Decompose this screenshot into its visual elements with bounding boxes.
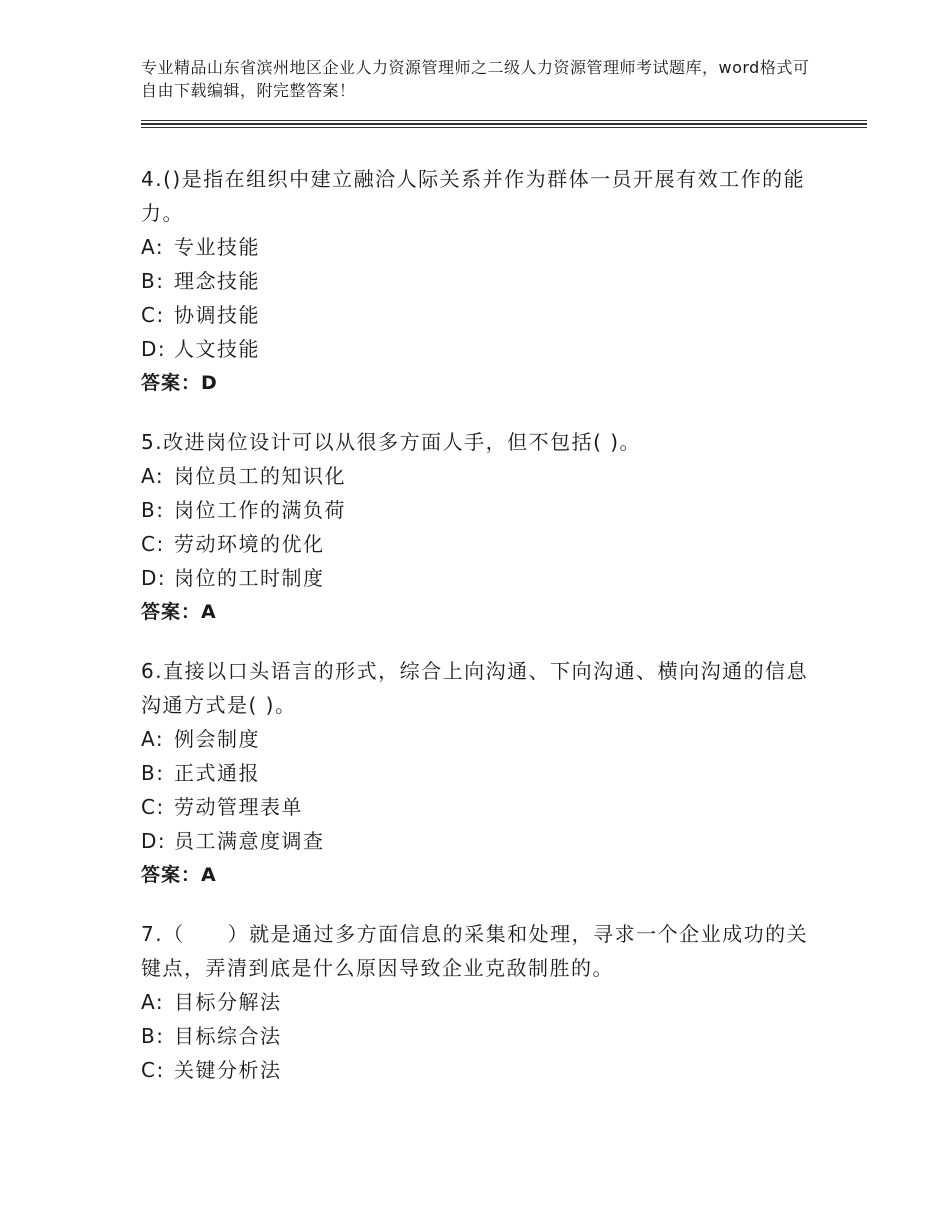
answer-line	[141, 595, 821, 629]
answer-value: D	[201, 372, 218, 394]
option-c	[141, 790, 821, 824]
header-divider-line	[141, 127, 867, 128]
answer-line	[141, 366, 821, 400]
option-a	[141, 230, 821, 264]
question-list	[141, 162, 821, 1112]
option-key: C:	[141, 532, 165, 556]
option-d	[141, 561, 821, 595]
option-b	[141, 493, 821, 527]
option-text: 员工满意度调查	[174, 829, 325, 853]
option-text: 岗位的工时制度	[174, 566, 325, 590]
question-text: 5.改进岗位设计可以从很多方面人手，但不包括( )。	[141, 430, 642, 454]
option-text: 理念技能	[174, 269, 260, 293]
option-text: 岗位工作的满负荷	[174, 498, 346, 522]
option-key: D:	[141, 337, 167, 361]
answer-value: A	[201, 601, 217, 623]
option-key: C:	[141, 1058, 165, 1082]
option-c	[141, 1053, 821, 1087]
option-key: A:	[141, 990, 165, 1014]
option-b	[141, 1019, 821, 1053]
answer-label: 答案：	[141, 864, 202, 886]
option-text: 人文技能	[174, 337, 260, 361]
option-text: 协调技能	[174, 303, 260, 327]
answer-label: 答案：	[141, 372, 202, 394]
option-text: 正式通报	[174, 761, 260, 785]
option-key: D:	[141, 566, 167, 590]
question-text: 6.直接以口头语言的形式，综合上向沟通、下向沟通、横向沟通的信息沟通方式是( )。	[141, 659, 809, 717]
question-6	[141, 654, 821, 892]
option-b	[141, 264, 821, 298]
answer-line	[141, 858, 821, 892]
option-text: 目标分解法	[174, 990, 282, 1014]
option-text: 目标综合法	[174, 1024, 282, 1048]
option-key: C:	[141, 795, 165, 819]
question-text: 4.()是指在组织中建立融洽人际关系并作为群体一员开展有效工作的能力。	[141, 167, 806, 225]
option-text: 劳动环境的优化	[174, 532, 325, 556]
document-header-title: 专业精品山东省滨州地区企业人力资源管理师之二级人力资源管理师考试题库，word格式可自由下载编辑，附完整答案！	[141, 58, 810, 100]
option-key: D:	[141, 829, 167, 853]
option-d	[141, 332, 821, 366]
option-c	[141, 527, 821, 561]
answer-label: 答案：	[141, 601, 202, 623]
option-key: B:	[141, 761, 165, 785]
option-a	[141, 985, 821, 1019]
option-key: A:	[141, 464, 165, 488]
question-7	[141, 917, 821, 1087]
option-text: 关键分析法	[174, 1058, 282, 1082]
option-text: 岗位员工的知识化	[174, 464, 346, 488]
option-c	[141, 298, 821, 332]
question-4	[141, 162, 821, 400]
option-a	[141, 722, 821, 756]
option-key: B:	[141, 1024, 165, 1048]
header-divider-line	[141, 123, 867, 125]
header-divider-line	[141, 120, 867, 121]
option-text: 劳动管理表单	[174, 795, 303, 819]
option-key: C:	[141, 303, 165, 327]
option-b	[141, 756, 821, 790]
option-key: B:	[141, 269, 165, 293]
option-key: A:	[141, 235, 165, 259]
option-key: B:	[141, 498, 165, 522]
question-5	[141, 425, 821, 629]
option-a	[141, 459, 821, 493]
option-text: 专业技能	[174, 235, 260, 259]
option-d	[141, 824, 821, 858]
question-text: 7.（ ）就是通过多方面信息的采集和处理，寻求一个企业成功的关键点，弄清到底是什么原因导致企业克敌制胜的。	[141, 922, 809, 980]
answer-value: A	[201, 864, 217, 886]
option-text: 例会制度	[174, 727, 260, 751]
option-key: A:	[141, 727, 165, 751]
